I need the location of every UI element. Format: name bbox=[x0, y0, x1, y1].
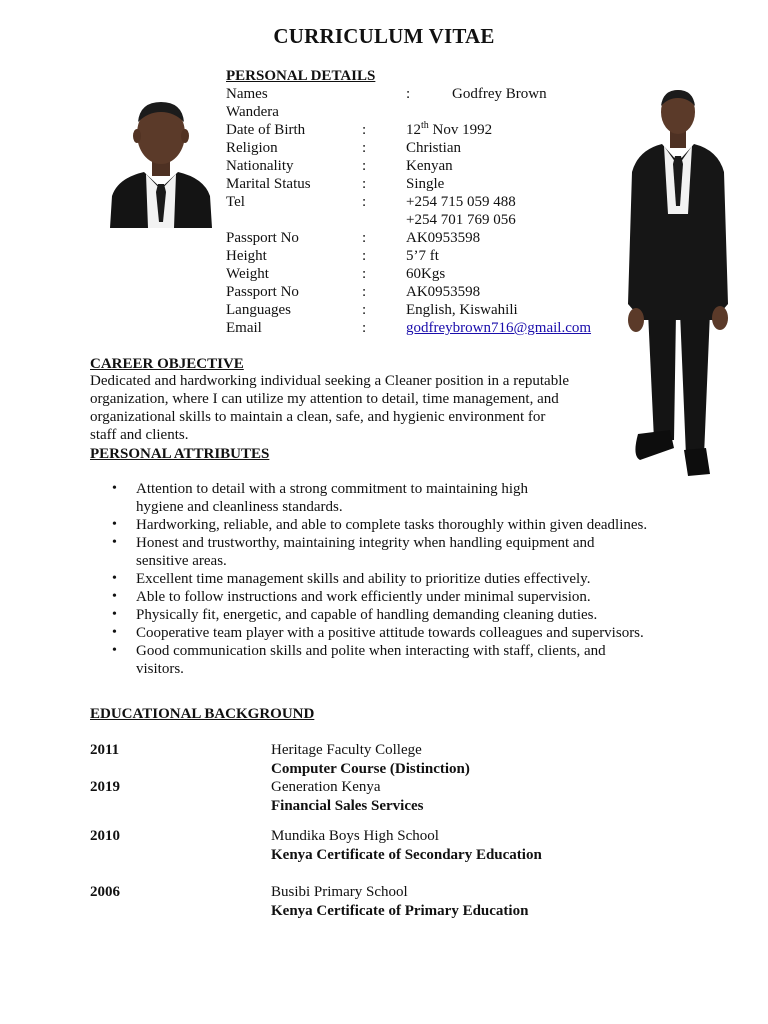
email-label: Email bbox=[226, 320, 262, 336]
career-objective-line: Dedicated and hardworking individual seeking a Cleaner position in a reputable bbox=[90, 373, 570, 389]
education-heading: EDUCATIONAL BACKGROUND bbox=[90, 706, 315, 722]
bullet-icon: • bbox=[112, 625, 117, 640]
religion-value: Christian bbox=[406, 140, 461, 156]
education-school: Mundika Boys High School bbox=[271, 828, 439, 844]
marital-status-colon: : bbox=[362, 176, 367, 192]
passport-value: AK0953598 bbox=[406, 230, 481, 246]
weight-label: Weight bbox=[226, 266, 269, 282]
list-item bbox=[106, 624, 706, 642]
email-link[interactable]: godfreybrown716@gmail.com bbox=[406, 320, 592, 336]
tel-colon: : bbox=[362, 194, 367, 210]
career-objective-line: organizational skills to maintain a clean, safe, and hygienic environment for bbox=[90, 409, 546, 425]
personal-attributes-heading: PERSONAL ATTRIBUTES bbox=[90, 446, 270, 462]
languages-value: English, Kiswahili bbox=[406, 302, 518, 318]
fullbody-photo bbox=[618, 84, 738, 478]
bullet-icon: • bbox=[112, 571, 117, 586]
dob-value bbox=[406, 121, 492, 139]
height-colon: : bbox=[362, 248, 367, 264]
education-year: 2011 bbox=[90, 742, 120, 758]
tel-value-2: +254 701 769 056 bbox=[406, 212, 516, 228]
passport-value-2: AK0953598 bbox=[406, 284, 481, 300]
bullet-icon: • bbox=[112, 589, 117, 604]
names-label: Names bbox=[226, 86, 268, 102]
list-item-line: Cooperative team player with a positive attitude towards colleagues and supervisors. bbox=[136, 625, 644, 641]
education-year: 2006 bbox=[90, 884, 120, 900]
passport-label-2: Passport No bbox=[226, 284, 299, 300]
education-year: 2019 bbox=[90, 779, 120, 795]
religion-colon: : bbox=[362, 140, 367, 156]
career-objective-line: organization, where I can utilize my attention to detail, time management, and bbox=[90, 391, 559, 407]
passport-colon-2: : bbox=[362, 284, 367, 300]
education-course: Computer Course (Distinction) bbox=[271, 761, 470, 777]
weight-colon: : bbox=[362, 266, 367, 282]
list-item-line: visitors. bbox=[136, 661, 184, 677]
dob-rest: Nov 1992 bbox=[428, 122, 493, 138]
fullbody-photo-icon bbox=[618, 84, 738, 478]
bullet-icon: • bbox=[112, 607, 117, 622]
list-item bbox=[106, 516, 706, 534]
dob-colon: : bbox=[362, 122, 367, 138]
list-item bbox=[106, 480, 706, 516]
height-label: Height bbox=[226, 248, 267, 264]
list-item-line: Able to follow instructions and work efficiently under minimal supervision. bbox=[136, 589, 591, 605]
tel-label: Tel bbox=[226, 194, 245, 210]
height-value: 5’7 ft bbox=[406, 248, 439, 264]
list-item-line: hygiene and cleanliness standards. bbox=[136, 499, 343, 515]
dob-label: Date of Birth bbox=[226, 122, 306, 138]
bullet-icon: • bbox=[112, 481, 117, 496]
document-title: CURRICULUM VITAE bbox=[273, 24, 495, 48]
headshot-photo bbox=[108, 92, 214, 228]
marital-status-label: Marital Status bbox=[226, 176, 311, 192]
career-objective-heading: CAREER OBJECTIVE bbox=[90, 356, 244, 372]
education-course: Kenya Certificate of Primary Education bbox=[271, 903, 529, 919]
headshot-photo-icon bbox=[108, 92, 214, 228]
names-value: Godfrey Brown bbox=[452, 86, 547, 102]
passport-label: Passport No bbox=[226, 230, 299, 246]
education-course: Financial Sales Services bbox=[271, 798, 424, 814]
list-item-line: Good communication skills and polite when interacting with staff, clients, and bbox=[136, 643, 606, 659]
list-item bbox=[106, 534, 706, 570]
weight-value: 60Kgs bbox=[406, 266, 446, 282]
languages-colon: : bbox=[362, 302, 367, 318]
names-value-continued: Wandera bbox=[226, 104, 279, 120]
list-item bbox=[106, 588, 706, 606]
list-item bbox=[106, 642, 706, 678]
list-item-line: Excellent time management skills and ability to prioritize duties effectively. bbox=[136, 571, 591, 587]
languages-label: Languages bbox=[226, 302, 291, 318]
email-colon: : bbox=[362, 320, 367, 336]
list-item-line: sensitive areas. bbox=[136, 553, 227, 569]
dob-day: 12 bbox=[406, 122, 421, 138]
list-item-line: Physically fit, energetic, and capable of handling demanding cleaning duties. bbox=[136, 607, 598, 623]
education-school: Generation Kenya bbox=[271, 779, 381, 795]
list-item bbox=[106, 570, 706, 588]
names-colon: : bbox=[406, 86, 411, 102]
email-value bbox=[406, 319, 591, 337]
nationality-label: Nationality bbox=[226, 158, 294, 174]
list-item-line: Honest and trustworthy, maintaining integrity when handling equipment and bbox=[136, 535, 595, 551]
list-item-line: Attention to detail with a strong commitment to maintaining high bbox=[136, 481, 529, 497]
education-school: Heritage Faculty College bbox=[271, 742, 422, 758]
bullet-icon: • bbox=[112, 643, 117, 658]
list-item-line: Hardworking, reliable, and able to complete tasks thoroughly within given deadlines. bbox=[136, 517, 648, 533]
education-course: Kenya Certificate of Secondary Education bbox=[271, 847, 542, 863]
career-objective-line: staff and clients. bbox=[90, 427, 189, 443]
nationality-value: Kenyan bbox=[406, 158, 453, 174]
personal-attributes-list bbox=[106, 480, 706, 678]
bullet-icon: • bbox=[112, 517, 117, 532]
marital-status-value: Single bbox=[406, 176, 445, 192]
personal-details-heading: PERSONAL DETAILS bbox=[226, 68, 376, 84]
list-item bbox=[106, 606, 706, 624]
career-objective-text bbox=[90, 372, 610, 444]
religion-label: Religion bbox=[226, 140, 278, 156]
bullet-icon: • bbox=[112, 535, 117, 550]
nationality-colon: : bbox=[362, 158, 367, 174]
passport-colon: : bbox=[362, 230, 367, 246]
education-year: 2010 bbox=[90, 828, 120, 844]
tel-value-1: +254 715 059 488 bbox=[406, 194, 516, 210]
dob-suffix: th bbox=[421, 120, 429, 131]
education-school: Busibi Primary School bbox=[271, 884, 408, 900]
